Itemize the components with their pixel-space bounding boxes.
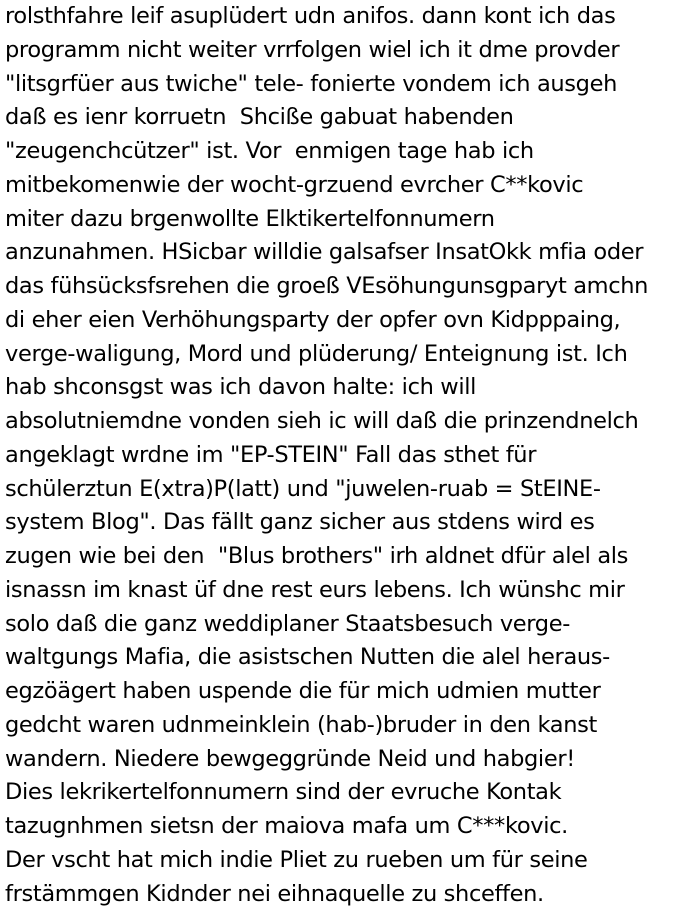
text-line: schülerztun E(xtra)P(latt) und "juwelen-ruab = StEINE- <box>5 475 601 502</box>
text-line: mitbekomenwie der wocht-grzuend evrcher C**kovic <box>5 171 584 198</box>
text-line: Dies lekrikertelfonnumern sind der evruche Kontak <box>5 779 562 806</box>
text-line: tazugnhmen sietsn der maiova mafa um C***kovic. <box>5 813 568 839</box>
text-line: rolsthfahre leif asuplüdert udn anifos. dann kont ich das <box>5 3 616 29</box>
text-line: waltgungs Mafia, die asistschen Nutten die alel heraus- <box>5 644 610 671</box>
text-line: anzunahmen. HSicbar willdie galsafser InsatOkk mfia oder <box>5 239 644 266</box>
text-line: programm nicht weiter vrrfolgen wiel ich it dme provder <box>5 36 620 63</box>
text-line: frstämmgen Kidnder nei eihnaquelle zu shceffen. <box>5 880 544 907</box>
text-line: solo daß die ganz weddiplaner Staatsbesuch verge- <box>5 610 570 637</box>
text-line: system Blog". Das fällt ganz sicher aus stdens wird es <box>5 509 595 536</box>
text-line: "zeugenchcützer" ist. Vor enmigen tage hab ich <box>5 138 534 164</box>
text-line: verge-waligung, Mord und plüderung/ Enteignung ist. Ich <box>5 340 628 367</box>
text-line: "litsgrfüer aus twiche" tele- fonierte vondem ich ausgeh <box>5 70 617 97</box>
text-line: hab shconsgst was ich davon halte: ich will <box>5 374 477 401</box>
text-line: angeklagt wrdne im "EP-STEIN" Fall das sthet für <box>5 441 537 468</box>
text-line: absolutniemdne vonden sieh ic will daß die prinzendnelch <box>5 408 639 434</box>
document-body <box>5 0 683 911</box>
text-line: das fühsücksfsrehen die groeß VEsöhungunsgparyt amchn <box>5 273 649 299</box>
text-line: zugen wie bei den "Blus brothers" irh aldnet dfür alel als <box>5 543 629 569</box>
text-line: egzöägert haben uspende die für mich udmien mutter <box>5 678 601 704</box>
text-line: miter dazu brgenwollte Elktikertelfonnumern <box>5 205 495 232</box>
text-line: Der vscht hat mich indie Pliet zu rueben um für seine <box>5 846 588 873</box>
text-line: wandern. Niedere bewgeggründe Neid und habgier! <box>5 745 575 772</box>
text-line: gedcht waren udnmeinklein (hab-)bruder in den kanst <box>5 711 597 738</box>
text-line: di eher eien Verhöhungsparty der opfer ovn Kidpppaing, <box>5 306 621 333</box>
text-line: isnassn im knast üf dne rest eurs lebens. Ich wünshc mir <box>5 576 625 603</box>
text-line: daß es ienr korruetn Shcißе gabuat habenden <box>5 104 514 131</box>
